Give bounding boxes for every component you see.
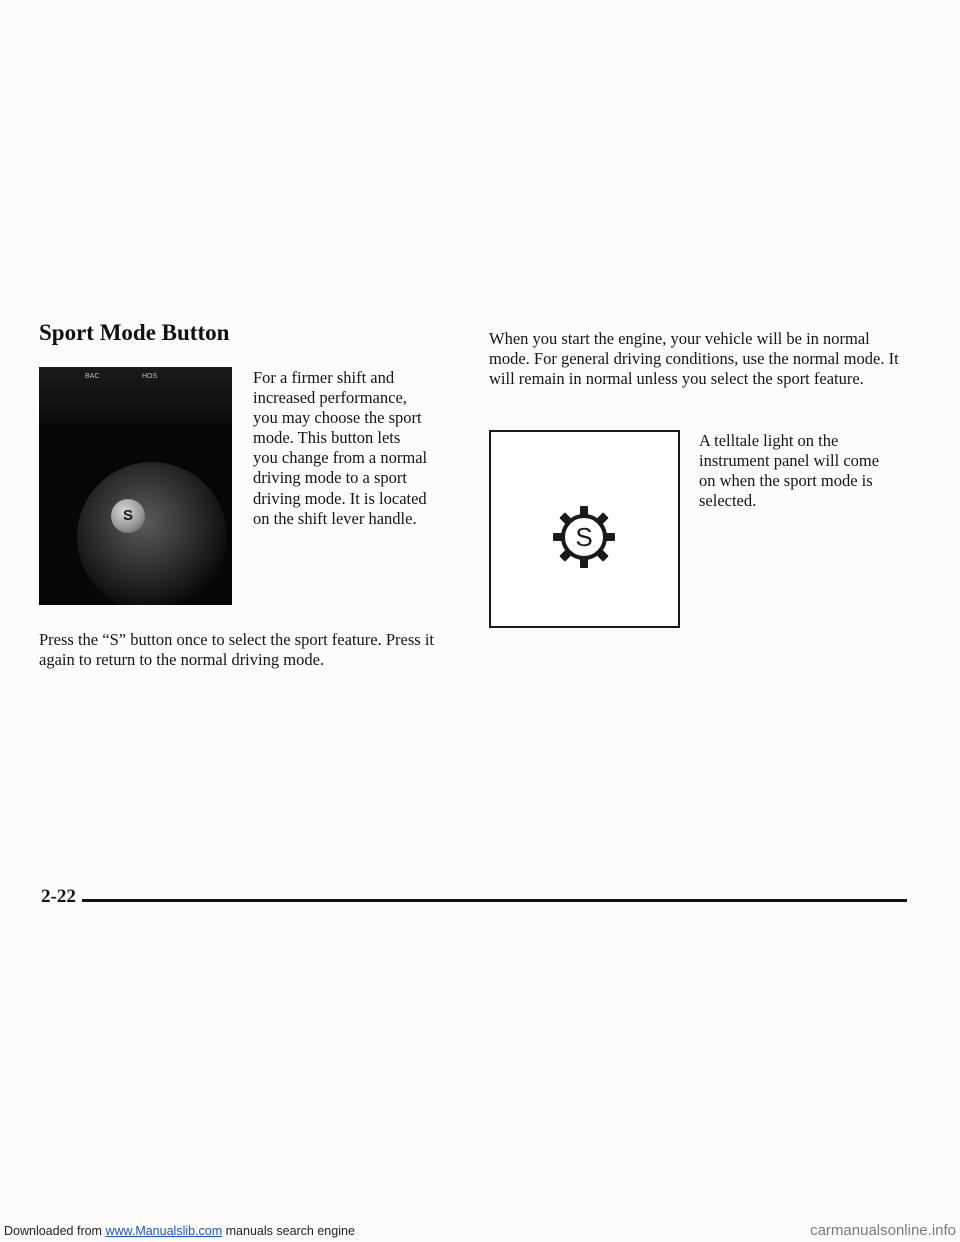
download-footer: [0, 1222, 960, 1242]
footer-source: [4, 1224, 355, 1238]
footer-prefix: Downloaded from: [4, 1224, 106, 1238]
telltale-letter: S: [575, 522, 593, 552]
manualslib-link[interactable]: www.Manualslib.com: [105, 1224, 223, 1238]
shift-lever-photo: [39, 367, 232, 605]
panel-label: BAC: [85, 373, 100, 380]
footer-suffix: manuals search engine: [222, 1224, 355, 1238]
page-rule: [82, 899, 907, 902]
intro-paragraph: For a firmer shift and increased performance, you may choose the sport mode. This button lets you change from a normal driving mode to a sport driving mode. It is located on the shift lever handle.: [253, 368, 428, 528]
page-number: 2-22: [41, 886, 76, 907]
sport-button-letter: S: [122, 507, 133, 524]
telltale-icon-box: [489, 430, 680, 628]
instructions-paragraph: Press the “S” button once to select the sport feature. Press it again to return to the normal driving mode.: [39, 630, 434, 670]
telltale-paragraph: A telltale light on the instrument panel will come on when the sport mode is selected.: [699, 431, 880, 511]
shift-lever-glow: [77, 462, 227, 605]
section-title: Sport Mode Button: [39, 320, 230, 345]
sport-mode-button: [111, 499, 145, 533]
normal-mode-paragraph: When you start the engine, your vehicle will be in normal mode. For general driving conditions, use the normal mode. It will remain in normal unless you select the sport feature.: [489, 329, 899, 389]
instrument-panel-strip: [39, 367, 232, 423]
panel-label: HOS: [142, 373, 158, 380]
sport-mode-gear-icon: [551, 504, 617, 570]
watermark-text: carmanualsonline.info: [810, 1222, 956, 1239]
